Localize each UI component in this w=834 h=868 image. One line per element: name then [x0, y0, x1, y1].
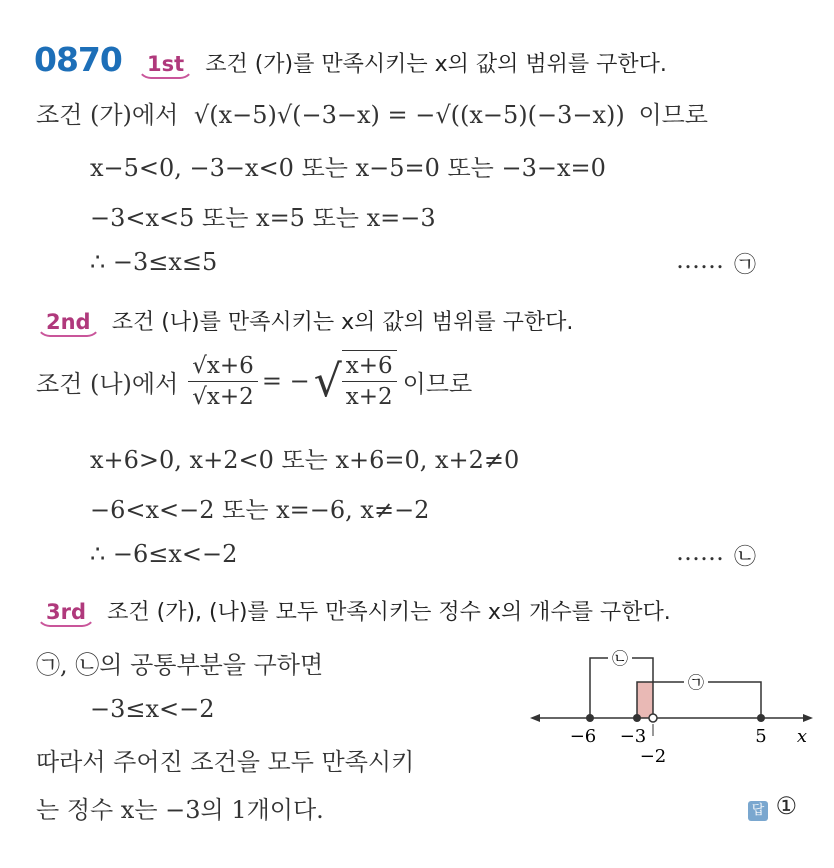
step2-badge: 2nd: [36, 307, 101, 337]
step2-dots: ……: [676, 538, 724, 566]
step3-line1: ㉠, ㉡의 공통부분을 구하면: [36, 651, 324, 679]
step2-frac1: [188, 351, 258, 412]
step2-line4: ∴ −6≤x<−2: [90, 540, 238, 568]
step1-heading: 조건 (가)를 만족시키는 x의 값의 범위를 구한다.: [205, 52, 667, 77]
tick-5: 5: [755, 726, 767, 747]
step2-line1: [36, 350, 472, 412]
label-b: ㉡: [611, 649, 629, 668]
step1-line1-prefix: 조건 (가)에서: [36, 101, 179, 129]
step1-line4: ∴ −3≤x≤5: [90, 248, 218, 276]
axis-right-arrow: [803, 714, 813, 722]
step2-mark: ㉡: [734, 545, 757, 570]
step1-line3: −3<x<5 또는 x=5 또는 x=−3: [90, 204, 436, 232]
step2-line2: x+6>0, x+2<0 또는 x+6=0, x+2≠0: [90, 446, 520, 474]
step1-line2: x−5<0, −3−x<0 또는 x−5=0 또는 −3−x=0: [90, 154, 606, 182]
tick-m6: −6: [569, 726, 597, 747]
step1-header: [34, 40, 667, 79]
step1-line1-math: √(x−5)√(−3−x) = −√((x−5)(−3−x)): [193, 101, 625, 129]
step2-frac1-bottom: √x+2: [192, 383, 254, 410]
point-m6: [586, 714, 594, 722]
step3-badge: 3rd: [36, 597, 96, 627]
step1-line1: [36, 95, 708, 130]
step2-line1-prefix: 조건 (나)에서: [36, 369, 179, 398]
step2-frac2: [342, 350, 397, 412]
sqrt-icon: √: [313, 355, 342, 407]
step2-header: [36, 305, 573, 337]
step2-line3: −6<x<−2 또는 x=−6, x≠−2: [90, 496, 430, 524]
axis-left-arrow: [530, 714, 540, 722]
step3-header: [36, 595, 671, 627]
point-5: [757, 714, 765, 722]
point-m3: [633, 714, 641, 722]
step3-line4: 는 정수 x는 −3의 1개이다.: [36, 796, 324, 824]
step2-frac2-top: x+6: [342, 351, 397, 382]
point-m2: [649, 714, 657, 722]
label-a: ㉠: [687, 673, 705, 692]
step1-dots: ……: [676, 246, 724, 274]
step3-heading: 조건 (가), (나)를 모두 만족시키는 정수 x의 개수를 구한다.: [107, 600, 671, 625]
step2-frac2-bottom: x+2: [345, 384, 393, 410]
step1-mark: ㉠: [734, 253, 757, 278]
step2-frac1-top: √x+6: [188, 351, 258, 382]
axis-label: x: [796, 726, 808, 747]
shaded-region: [637, 682, 653, 718]
problem-number: 0870: [34, 40, 122, 79]
answer-value: ①: [775, 792, 798, 820]
step2-eq: = −: [261, 367, 310, 395]
number-line-diagram: [520, 640, 820, 770]
step1-badge: 1st: [137, 49, 194, 79]
step3-line2: −3≤x<−2: [90, 695, 215, 723]
answer-icon: 답: [748, 801, 768, 821]
step1-line1-suffix: 이므로: [638, 101, 708, 129]
answer: [748, 792, 797, 821]
tick-m2: −2: [639, 746, 667, 767]
step2-line1-suffix: 이므로: [402, 369, 473, 398]
tick-m3: −3: [619, 726, 647, 747]
step2-heading: 조건 (나)를 만족시키는 x의 값의 범위를 구한다.: [111, 310, 574, 335]
step3-line3: 따라서 주어진 조건을 모두 만족시키: [36, 748, 415, 776]
